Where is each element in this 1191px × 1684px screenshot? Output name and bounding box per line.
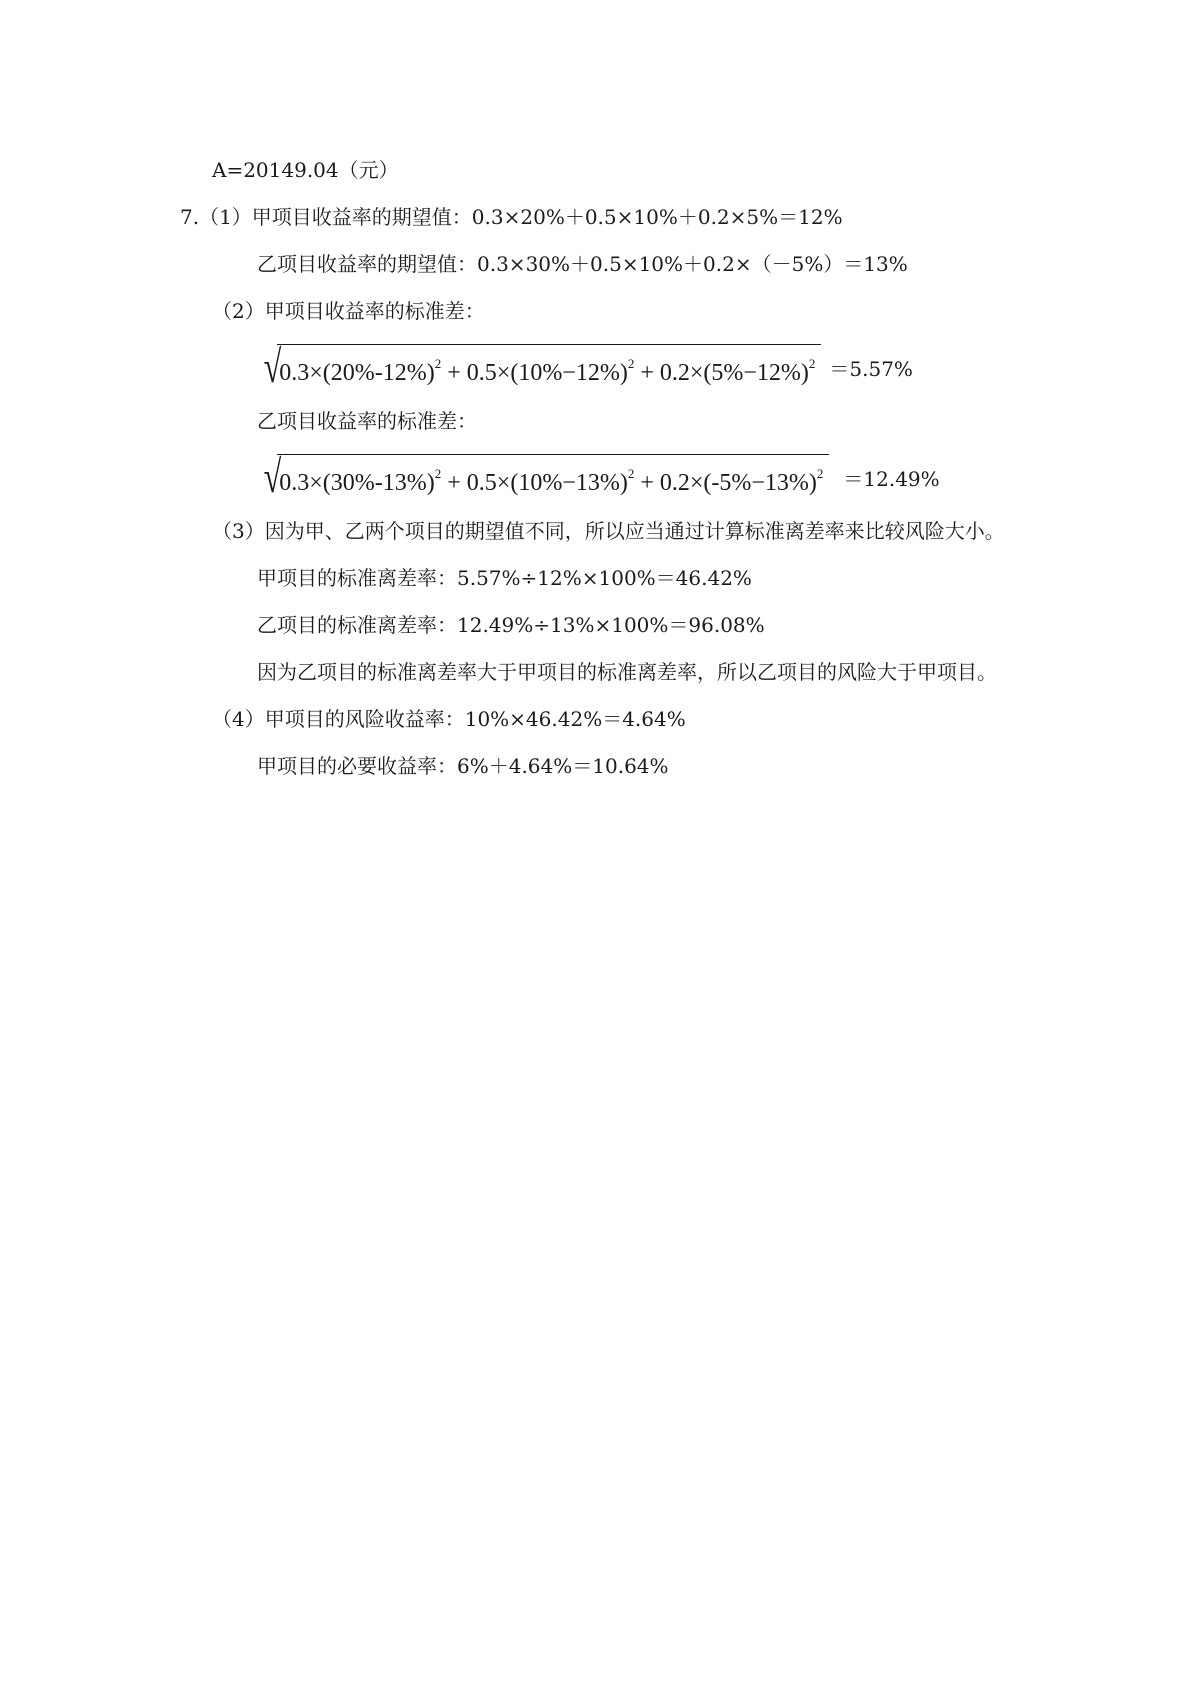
q7-part2-line-b: 乙项目收益率的标准差： [257,409,477,433]
q7-part2-heading: （2）甲项目收益率的标准差： [212,299,485,323]
q7-part1-line-a: 7.（1）甲项目收益率的期望值：0.3×20%＋0.5×10%＋0.2×5%＝12% [180,205,843,229]
q7-part4-line-b: 甲项目的必要收益率：6%＋4.64%＝10.64% [257,754,669,778]
formula-result-a: ＝5.57% [829,356,913,381]
q7-part3-line-b: 乙项目的标准离差率：12.49%÷13%×100%＝96.08% [257,613,765,637]
radical-sign: √ [263,341,282,392]
formula-std-dev-b [256,451,940,502]
q7-part4-line-a: （4）甲项目的风险收益率：10%×46.42%＝4.64% [212,707,686,731]
formula-result-b: ＝12.49% [843,466,940,491]
q7-part3-heading: （3）因为甲、乙两个项目的期望值不同，所以应当通过计算标准离差率来比较风险大小。 [212,519,1005,543]
formula-std-dev-a [256,341,913,392]
annuity-result-line: A=20149.04（元） [212,158,399,182]
q7-part3-line-a: 甲项目的标准离差率：5.57%÷12%×100%＝46.42% [257,566,752,590]
q7-part1-line-b: 乙项目收益率的期望值：0.3×30%＋0.5×10%＋0.2×（－5%）＝13% [257,252,908,276]
q7-part3-conclusion: 因为乙项目的标准离差率大于甲项目的标准离差率，所以乙项目的风险大于甲项目。 [257,660,997,684]
radicand-a: $0.3\times(20\%-12\%)^2 + 0.5\times(10\%-12\%)^2 + 0.2\times(5\%-12\%)^2$ [277,344,821,390]
radicand-b: $0.3\times(30\%-13\%)^2 + 0.5\times(10\%-13\%)^2 + 0.2\times(-5\%-13\%)^2$ [277,454,829,500]
radical-sign: √ [263,451,282,502]
